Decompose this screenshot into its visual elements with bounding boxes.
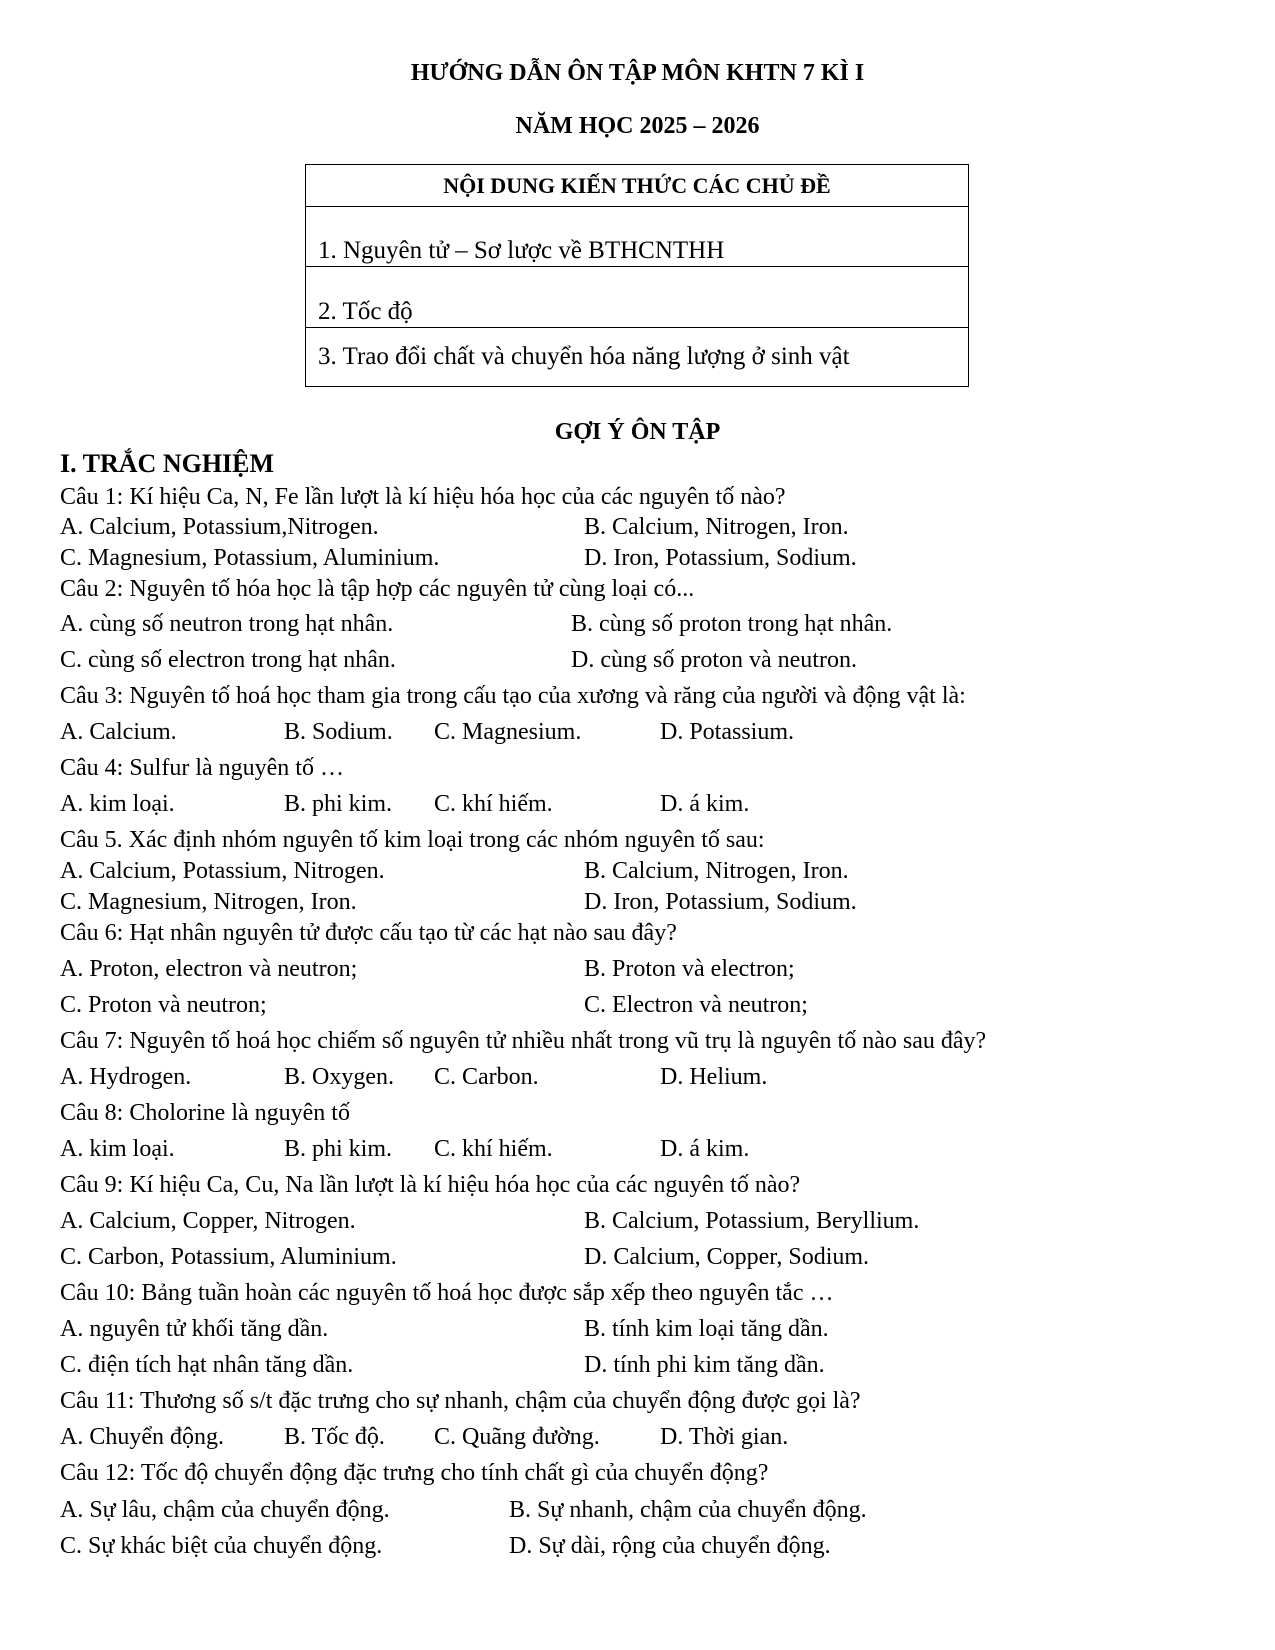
- section-heading: I. TRẮC NGHIỆM: [60, 449, 275, 478]
- school-year: NĂM HỌC 2025 – 2026: [515, 113, 760, 139]
- answer-option: C. Proton và neutron;: [60, 992, 267, 1018]
- topic-item: 1. Nguyên tử – Sơ lược về BTHCNTHH: [306, 207, 969, 267]
- answer-option: C. Electron và neutron;: [584, 992, 808, 1018]
- answer-option: B. tính kim loại tăng dần.: [584, 1316, 829, 1342]
- answer-option: C. Magnesium, Potassium, Aluminium.: [60, 545, 440, 571]
- question-text: Câu 7: Nguyên tố hoá học chiếm số nguyên tử nhiều nhất trong vũ trụ là nguyên tố nào sau đây?: [60, 1028, 987, 1054]
- question-text: Câu 6: Hạt nhân nguyên tử được cấu tạo từ các hạt nào sau đây?: [60, 920, 677, 946]
- answer-option: A. Sự lâu, chậm của chuyển động.: [60, 1497, 390, 1523]
- answer-option: C. cùng số electron trong hạt nhân.: [60, 647, 396, 673]
- question-text: Câu 8: Cholorine là nguyên tố: [60, 1100, 350, 1126]
- answer-option: B. Calcium, Nitrogen, Iron.: [584, 858, 849, 884]
- answer-option: D. Iron, Potassium, Sodium.: [584, 545, 857, 571]
- answer-option: A. kim loại.: [60, 791, 175, 817]
- answer-option: A. Calcium, Potassium, Nitrogen.: [60, 858, 385, 884]
- suggest-heading: GỢI Ý ÔN TẬP: [554, 419, 721, 445]
- topics-table: [305, 164, 969, 387]
- answer-option: A. Calcium, Potassium,Nitrogen.: [60, 514, 379, 540]
- answer-option: D. tính phi kim tăng dần.: [584, 1352, 825, 1378]
- answer-option: C. Magnesium.: [434, 719, 582, 745]
- topics-table-header: NỘI DUNG KIẾN THỨC CÁC CHỦ ĐỀ: [306, 165, 969, 207]
- answer-option: D. á kim.: [660, 1136, 750, 1162]
- answer-option: C. Carbon.: [434, 1064, 539, 1090]
- answer-option: D. Calcium, Copper, Sodium.: [584, 1244, 870, 1270]
- answer-option: C. Carbon, Potassium, Aluminium.: [60, 1244, 397, 1270]
- topic-item: 3. Trao đổi chất và chuyển hóa năng lượng ở sinh vật: [306, 328, 969, 387]
- answer-option: B. Tốc độ.: [284, 1424, 385, 1450]
- answer-option: A. Calcium, Copper, Nitrogen.: [60, 1208, 356, 1234]
- answer-option: A. nguyên tử khối tăng dần.: [60, 1316, 329, 1342]
- answer-option: A. Hydrogen.: [60, 1064, 192, 1090]
- answer-option: C. Quãng đường.: [434, 1424, 600, 1450]
- answer-option: B. Sự nhanh, chậm của chuyển động.: [509, 1497, 867, 1523]
- question-text: Câu 1: Kí hiệu Ca, N, Fe lần lượt là kí hiệu hóa học của các nguyên tố nào?: [60, 484, 786, 510]
- answer-option: D. Sự dài, rộng của chuyển động.: [509, 1533, 831, 1559]
- question-text: Câu 5. Xác định nhóm nguyên tố kim loại trong các nhóm nguyên tố sau:: [60, 827, 765, 853]
- answer-option: D. Potassium.: [660, 719, 795, 745]
- answer-option: A. Chuyển động.: [60, 1424, 224, 1450]
- answer-option: B. Oxygen.: [284, 1064, 394, 1090]
- question-text: Câu 12: Tốc độ chuyển động đặc trưng cho tính chất gì của chuyển động?: [60, 1460, 769, 1486]
- question-text: Câu 3: Nguyên tố hoá học tham gia trong cấu tạo của xương và răng của người và động vật là:: [60, 683, 966, 709]
- answer-option: C. khí hiếm.: [434, 791, 553, 817]
- answer-option: A. kim loại.: [60, 1136, 175, 1162]
- answer-option: D. á kim.: [660, 791, 750, 817]
- answer-option: B. Calcium, Nitrogen, Iron.: [584, 514, 849, 540]
- answer-option: B. phi kim.: [284, 791, 393, 817]
- question-text: Câu 4: Sulfur là nguyên tố …: [60, 755, 344, 781]
- answer-option: D. cùng số proton và neutron.: [571, 647, 857, 673]
- question-text: Câu 10: Bảng tuần hoàn các nguyên tố hoá học được sắp xếp theo nguyên tắc …: [60, 1280, 834, 1306]
- answer-option: A. Calcium.: [60, 719, 177, 745]
- answer-option: B. Calcium, Potassium, Beryllium.: [584, 1208, 920, 1234]
- answer-option: B. cùng số proton trong hạt nhân.: [571, 611, 893, 637]
- answer-option: D. Helium.: [660, 1064, 768, 1090]
- document-title: HƯỚNG DẪN ÔN TẬP MÔN KHTN 7 KÌ I: [410, 60, 865, 86]
- answer-option: C. Magnesium, Nitrogen, Iron.: [60, 889, 357, 915]
- answer-option: B. Proton và electron;: [584, 956, 795, 982]
- answer-option: C. Sự khác biệt của chuyển động.: [60, 1533, 383, 1559]
- question-text: Câu 2: Nguyên tố hóa học là tập hợp các nguyên tử cùng loại có...: [60, 576, 695, 602]
- answer-option: D. Thời gian.: [660, 1424, 789, 1450]
- answer-option: A. Proton, electron và neutron;: [60, 956, 358, 982]
- topic-item: 2. Tốc độ: [306, 267, 969, 328]
- answer-option: B. phi kim.: [284, 1136, 393, 1162]
- question-text: Câu 9: Kí hiệu Ca, Cu, Na lần lượt là kí hiệu hóa học của các nguyên tố nào?: [60, 1172, 801, 1198]
- answer-option: C. khí hiếm.: [434, 1136, 553, 1162]
- answer-option: D. Iron, Potassium, Sodium.: [584, 889, 857, 915]
- question-text: Câu 11: Thương số s/t đặc trưng cho sự nhanh, chậm của chuyển động được gọi là?: [60, 1388, 861, 1414]
- answer-option: B. Sodium.: [284, 719, 393, 745]
- answer-option: C. điện tích hạt nhân tăng dần.: [60, 1352, 354, 1378]
- answer-option: A. cùng số neutron trong hạt nhân.: [60, 611, 394, 637]
